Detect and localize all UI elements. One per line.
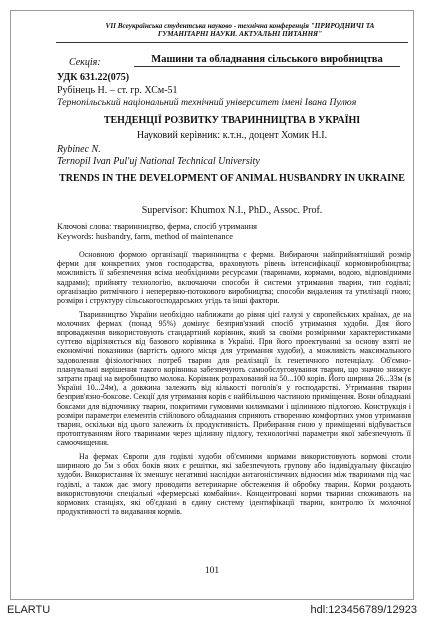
affiliation-ua: Тернопільський національний технічний університет імені Івана Пулюя	[57, 97, 357, 108]
author-en: Rybinec N.	[57, 144, 101, 155]
paragraph-3: На фермах Європи для годівлі худоби об'ємними кормами використовують кормові столи шириною до 5м з обох боків яких є решітки, які забезпечують групову або індивідуальну фіксацію худоби. Використання їх зменшує негативні наслідки антагоністичних відносин між тваринами під час годівлі, а також дає змогу проводити ветеринарне обстеження й обробку тварин. Корми роздають використовуючи спеціальні «фермерські комбайни». Концентровані корми тварини споживають на кормових станціях, які об'єднані в єдину систему ідентифікації тварин, контролю їх молочної продуктивності та видавання кормів.	[57, 452, 411, 517]
udk-code: УДК 631.22(075)	[57, 72, 130, 83]
header-divider	[56, 42, 408, 43]
supervisor-en: Supervisor: Khumox N.I., PhD., Assoc. Prof.	[141, 205, 323, 216]
author-ua: Рубінець Н. – ст. гр. ХСм-51	[57, 85, 178, 96]
affiliation-en: Ternopil Ivan Pul'uj National Technical University	[57, 156, 260, 167]
conference-header: VII Всеукраїнська студентська науково - технічна конференція "ПРИРОДНИЧІ ТА ГУМАНІТАРНІ НАУКИ. АКТУАЛЬНІ ПИТАННЯ"	[105, 22, 375, 39]
section-name: Машини та обладнання сільського виробництва	[151, 54, 383, 65]
section-underline	[134, 66, 400, 67]
paragraph-1: Основною формою організації тваринництва є ферми. Вибираючи найприйнятніший розмір ферми для конкретних умов господарства, враховують рівень інтенсифікації кормовиробництва; можливість її забезпечення всіма необхідними ресурсами (тваринами, кормами, водою, відповідними кадрами); прийняту технологію, включаючи способи й системи утримання тварин, тип годівлі; організацію ритмічного і неперервно-потокового виробництва; способи видалення та утилізації гною; розміри і структуру сільськогосподарських угідь та інші фактори.	[57, 250, 411, 306]
supervisor-ua: Науковий керівник: к.т.н., доцент Хомик Н.І.	[136, 130, 328, 141]
section-label: Секція:	[69, 57, 101, 68]
keywords-ua: Ключові слова: тваринництво, ферма, спосіб утримання	[57, 222, 258, 231]
title-en: TRENDS IN THE DEVELOPMENT OF ANIMAL HUSBANDRY IN UKRAINE	[59, 173, 405, 184]
footer-repository: ELARTU	[7, 604, 51, 616]
footer-handle: hdl:123456789/12923	[310, 604, 417, 616]
page-number: 101	[204, 566, 220, 576]
keywords-en: Keywords: husbandry, farm, method of maintenance	[57, 232, 233, 241]
body-text	[57, 250, 411, 521]
title-ua: ТЕНДЕНЦІЇ РОЗВИТКУ ТВАРИННИЦТВА В УКРАЇНІ	[103, 115, 361, 126]
paragraph-2: Тваринництво України необхідно наближати до рівня цієї галузі у європейських країнах, де на молочних фермах (понад 95%) домінує безприв'язний спосіб утримання худоби. Для його впровадження використовують стандартний корівник, який за своїми розмірними характеристиками суттєво відрізняється від базового корівника в Україні. При його проектуванні за основу взяті не економічні показники (вартість одного місця для утримання худоби), а можливість максимального задоволення фізіологічних потреб тварин для реалізації їх генетичного потенціалу. Об'ємно-планувальні вирішення такого корівника забезпечують самообслуговування тварин, що значно знижує затрати праці на виробництво молока. Корівник розрахований на 50...100 корів. Його ширина 26...33м (в Україні 10...24м), а довжина залежить від кількості поголів'я у господарстві. Утримання тварин безприв'язно-боксове. Секції для утримання корів є найбільшою частиною приміщення. Вони обладнані боксами для відпочинку тварин, покритими гумовими килимками і щілинною підлогою. Конструкція і розміри параметри елементів стійлового обладнання сприяють створенню комфортних умов утримання тварин, оскільки від цього залежить їх продуктивність. Прибирання гною у приміщенні відбувається протоптуванням його тваринами через щілинну підлогу, технологічні параметри якої забезпечують її самоочищення.	[57, 309, 411, 448]
